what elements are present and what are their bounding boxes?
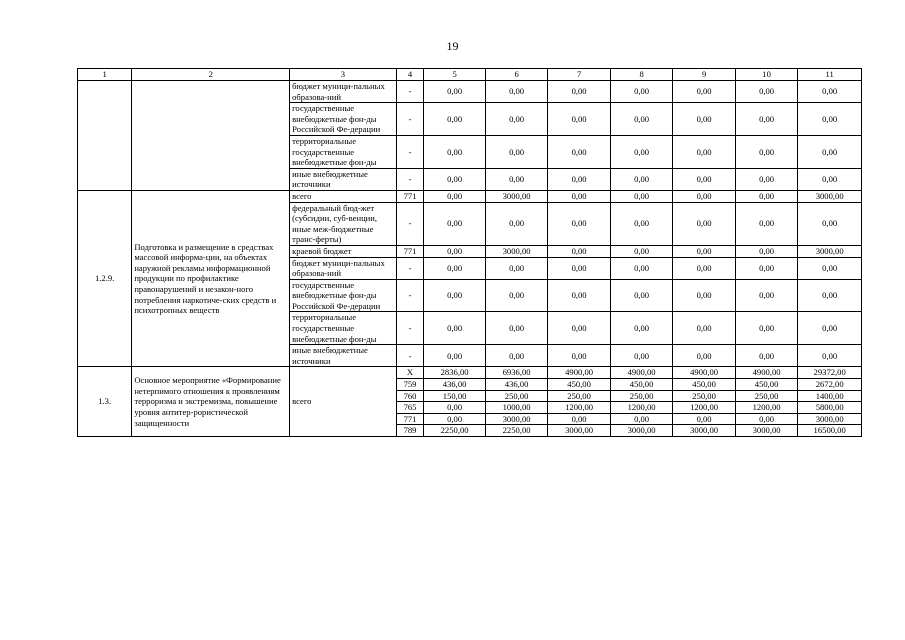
code-cell: - [396,345,424,367]
value-cell: 0,00 [424,81,485,103]
code-cell: - [396,103,424,136]
value-cell: 250,00 [485,390,548,402]
value-cell: 0,00 [424,202,485,245]
code-cell: - [396,202,424,245]
table-row [78,81,862,103]
value-cell: 0,00 [610,257,673,279]
value-cell: 0,00 [610,202,673,245]
code-cell: 765 [396,402,424,414]
value-cell: 0,00 [485,257,548,279]
row-code: 1.2.9. [78,190,132,367]
value-cell: 0,00 [798,135,862,168]
header-row [78,69,862,81]
value-cell: 0,00 [610,279,673,312]
value-cell: 0,00 [673,413,736,425]
value-cell: 0,00 [610,245,673,257]
value-cell: 0,00 [548,81,611,103]
value-cell: 0,00 [735,279,798,312]
budget-table [77,68,862,437]
value-cell: 1200,00 [735,402,798,414]
code-cell: - [396,81,424,103]
funding-source: всего [290,367,397,437]
value-cell: 0,00 [548,103,611,136]
value-cell: 0,00 [424,279,485,312]
value-cell: 0,00 [735,168,798,190]
value-cell: 3000,00 [673,425,736,437]
value-cell: 0,00 [798,312,862,345]
column-header: 2 [132,69,290,81]
value-cell: 0,00 [424,257,485,279]
row-code: 1.3. [78,367,132,437]
code-cell: 771 [396,413,424,425]
value-cell: 0,00 [548,190,611,202]
value-cell: 0,00 [424,168,485,190]
value-cell: 0,00 [735,345,798,367]
table-row [78,190,862,202]
value-cell: 1200,00 [610,402,673,414]
value-cell: 0,00 [735,103,798,136]
value-cell: 1200,00 [548,402,611,414]
value-cell: 0,00 [548,168,611,190]
value-cell: 1200,00 [673,402,736,414]
value-cell: 0,00 [548,202,611,245]
value-cell: 6936,00 [485,367,548,379]
value-cell: 1000,00 [485,402,548,414]
value-cell: 250,00 [735,390,798,402]
funding-source: иные внебюджетные источники [290,168,397,190]
code-cell: Х [396,367,424,379]
code-cell: 760 [396,390,424,402]
value-cell: 0,00 [424,345,485,367]
value-cell: 0,00 [673,279,736,312]
value-cell: 0,00 [424,190,485,202]
value-cell: 0,00 [673,81,736,103]
value-cell: 0,00 [798,168,862,190]
row-name: Основное мероприятие «Формирование нетерпимого отношения к проявлениям терроризма и экстремизма, повышение уровня антитер-рористической защищенности [132,367,290,437]
value-cell: 2250,00 [424,425,485,437]
value-cell: 4900,00 [735,367,798,379]
value-cell: 150,00 [424,390,485,402]
value-cell: 3000,00 [485,245,548,257]
value-cell: 2836,00 [424,367,485,379]
value-cell: 0,00 [735,202,798,245]
value-cell: 0,00 [485,202,548,245]
funding-source: всего [290,190,397,202]
funding-source: федеральный бюд-жет (субсидии, суб-венции, иные меж-бюджетные транс-ферты) [290,202,397,245]
column-header: 10 [735,69,798,81]
code-cell: - [396,168,424,190]
value-cell: 5800,00 [798,402,862,414]
row-name: Подготовка и размещение в средствах массовой информа-ции, на объектах наружной рекламы информационной продукции по профилактике правонарушений и незакон-ного потребления наркотиче-ских средств и психотропных веществ [132,190,290,367]
code-cell: - [396,279,424,312]
column-header: 5 [424,69,485,81]
value-cell: 450,00 [610,379,673,391]
column-header: 9 [673,69,736,81]
table-row [78,367,862,379]
code-cell: 759 [396,379,424,391]
value-cell: 0,00 [485,279,548,312]
value-cell: 0,00 [485,103,548,136]
value-cell: 450,00 [673,379,736,391]
value-cell: 250,00 [673,390,736,402]
value-cell: 0,00 [485,168,548,190]
value-cell: 0,00 [548,345,611,367]
value-cell: 0,00 [485,81,548,103]
value-cell: 0,00 [673,135,736,168]
value-cell: 436,00 [424,379,485,391]
funding-source: иные внебюджетные источники [290,345,397,367]
funding-source: государственные внебюджетные фон-ды Российской Фе-дерации [290,279,397,312]
value-cell: 4900,00 [673,367,736,379]
value-cell: 0,00 [735,190,798,202]
value-cell: 0,00 [424,135,485,168]
funding-source: бюджет муници-пальных образова-ний [290,81,397,103]
value-cell: 0,00 [798,202,862,245]
value-cell: 0,00 [548,245,611,257]
value-cell: 0,00 [548,135,611,168]
value-cell: 0,00 [548,257,611,279]
funding-source: бюджет муници-пальных образова-ний [290,257,397,279]
page-number: 19 [446,39,459,53]
value-cell: 0,00 [485,135,548,168]
value-cell: 0,00 [548,413,611,425]
column-header: 8 [610,69,673,81]
funding-source: государственные внебюджетные фон-ды Российской Фе-дерации [290,103,397,136]
row-name [132,81,290,191]
value-cell: 450,00 [548,379,611,391]
value-cell: 3000,00 [798,413,862,425]
value-cell: 3000,00 [548,425,611,437]
value-cell: 16500,00 [798,425,862,437]
value-cell: 0,00 [610,413,673,425]
code-cell: - [396,312,424,345]
funding-source: территориальные государственные внебюджетные фон-ды [290,135,397,168]
code-cell: - [396,135,424,168]
row-code [78,81,132,191]
value-cell: 29372,00 [798,367,862,379]
value-cell: 0,00 [735,81,798,103]
value-cell: 450,00 [735,379,798,391]
value-cell: 0,00 [735,312,798,345]
value-cell: 250,00 [548,390,611,402]
value-cell: 4900,00 [610,367,673,379]
value-cell: 0,00 [798,345,862,367]
column-header: 3 [290,69,397,81]
value-cell: 0,00 [485,312,548,345]
value-cell: 0,00 [424,103,485,136]
column-header: 7 [548,69,611,81]
code-cell: 789 [396,425,424,437]
value-cell: 0,00 [798,257,862,279]
code-cell: - [396,257,424,279]
funding-source: территориальные государственные внебюджетные фон-ды [290,312,397,345]
code-cell: 771 [396,245,424,257]
value-cell: 0,00 [610,81,673,103]
value-cell: 0,00 [673,190,736,202]
value-cell: 0,00 [610,103,673,136]
value-cell: 2250,00 [485,425,548,437]
value-cell: 0,00 [798,81,862,103]
value-cell: 0,00 [673,257,736,279]
value-cell: 0,00 [673,103,736,136]
value-cell: 1400,00 [798,390,862,402]
value-cell: 0,00 [610,168,673,190]
value-cell: 4900,00 [548,367,611,379]
value-cell: 0,00 [673,202,736,245]
value-cell: 0,00 [485,345,548,367]
value-cell: 0,00 [424,312,485,345]
table-body [78,69,862,437]
value-cell: 0,00 [673,168,736,190]
value-cell: 3000,00 [735,425,798,437]
value-cell: 3000,00 [798,245,862,257]
value-cell: 0,00 [424,402,485,414]
value-cell: 436,00 [485,379,548,391]
value-cell: 0,00 [610,312,673,345]
value-cell: 3000,00 [798,190,862,202]
value-cell: 0,00 [735,257,798,279]
value-cell: 3000,00 [610,425,673,437]
code-cell: 771 [396,190,424,202]
column-header: 1 [78,69,132,81]
value-cell: 3000,00 [485,413,548,425]
value-cell: 0,00 [673,345,736,367]
funding-source: краевой бюджет [290,245,397,257]
value-cell: 0,00 [610,190,673,202]
column-header: 6 [485,69,548,81]
value-cell: 0,00 [424,413,485,425]
value-cell: 0,00 [798,279,862,312]
column-header: 11 [798,69,862,81]
value-cell: 0,00 [798,103,862,136]
value-cell: 0,00 [735,413,798,425]
value-cell: 0,00 [673,312,736,345]
value-cell: 0,00 [548,312,611,345]
value-cell: 0,00 [673,245,736,257]
value-cell: 2672,00 [798,379,862,391]
value-cell: 0,00 [735,135,798,168]
value-cell: 3000,00 [485,190,548,202]
value-cell: 0,00 [610,345,673,367]
value-cell: 0,00 [424,245,485,257]
value-cell: 0,00 [548,279,611,312]
value-cell: 250,00 [610,390,673,402]
column-header: 4 [396,69,424,81]
value-cell: 0,00 [735,245,798,257]
value-cell: 0,00 [610,135,673,168]
